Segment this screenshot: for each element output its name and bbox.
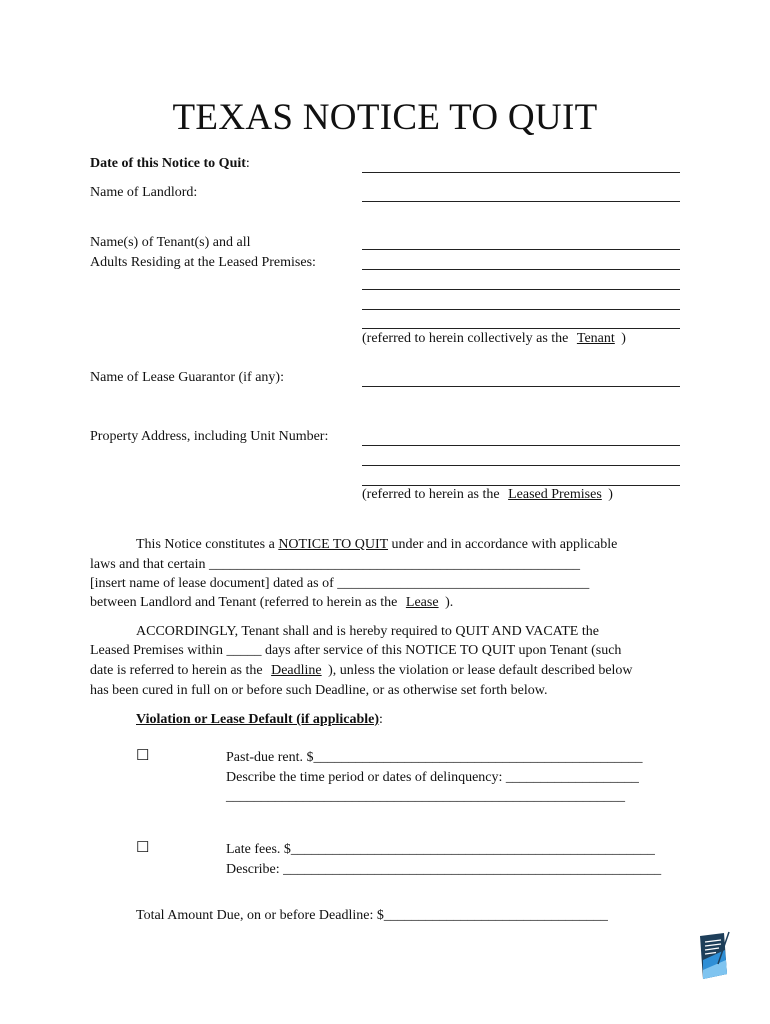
accordingly-paragraph-line2: Leased Premises within _____ days after service of this NOTICE TO QUIT upon Tenant (such xyxy=(90,643,622,658)
date-label-text: Date of this Notice to Quit xyxy=(90,156,246,171)
premises-reference-note xyxy=(362,487,613,503)
past-due-rent-checkbox[interactable]: ☐ xyxy=(136,748,150,764)
notice-paragraph-line4 xyxy=(90,593,453,613)
document-logo-icon xyxy=(694,930,730,982)
landlord-field-line[interactable] xyxy=(362,201,680,202)
tenants-label-line2: Adults Residing at the Leased Premises: xyxy=(90,255,316,270)
tenant-field-line-4[interactable] xyxy=(362,309,680,310)
property-field-line-3[interactable] xyxy=(362,485,680,486)
premises-defined-term: Leased Premises xyxy=(508,487,602,502)
tenant-field-line-1[interactable] xyxy=(362,249,680,250)
violation-heading-text: Violation or Lease Default (if applicable) xyxy=(136,712,380,727)
total-amount-due-line: Total Amount Due, on or before Deadline: $________________________________ xyxy=(136,908,608,923)
date-field-line[interactable] xyxy=(362,172,680,173)
late-fees-description-line: Describe: ______________________________________________________ xyxy=(226,862,662,877)
para1-l1-post: under and in accordance with applicable xyxy=(391,537,618,552)
accordingly-paragraph-line1: ACCORDINGLY, Tenant shall and is hereby required to QUIT AND VACATE the xyxy=(136,624,599,639)
notice-paragraph-line2: laws and that certain _____________________________________________________ xyxy=(90,557,580,572)
tenant-ref-post: ) xyxy=(621,331,626,346)
para2-l3-pre: date is referred to herein as the xyxy=(90,663,263,678)
delinquency-blank-line: _________________________________________________________ xyxy=(226,789,625,804)
notice-paragraph-line3: [insert name of lease document] dated as of ____________________________________ xyxy=(90,576,590,591)
premises-ref-post: ) xyxy=(608,487,613,502)
date-label xyxy=(90,156,250,172)
lease-defined-term: Lease xyxy=(405,595,439,610)
para1-l1-pre: This Notice constitutes a xyxy=(136,537,275,552)
document-title: TEXAS NOTICE TO QUIT xyxy=(172,97,598,138)
delinquency-description-line: Describe the time period or dates of delinquency: ___________________ xyxy=(226,770,639,785)
property-address-label: Property Address, including Unit Number: xyxy=(90,429,329,444)
tenants-label-line1: Name(s) of Tenant(s) and all xyxy=(90,235,251,250)
property-field-line-1[interactable] xyxy=(362,445,680,446)
guarantor-field-line[interactable] xyxy=(362,386,680,387)
tenant-field-line-2[interactable] xyxy=(362,269,680,270)
para2-l3-post: ), unless the violation or lease default described below xyxy=(328,663,633,678)
property-field-line-2[interactable] xyxy=(362,465,680,466)
para1-l4-pre: between Landlord and Tenant (referred to herein as the xyxy=(90,595,398,610)
deadline-defined-term: Deadline xyxy=(271,663,322,678)
landlord-label: Name of Landlord: xyxy=(90,185,198,200)
para1-l4-post: ). xyxy=(445,595,454,610)
tenant-reference-note xyxy=(362,331,626,347)
past-due-rent-line: Past-due rent. $_______________________________________________ xyxy=(226,750,643,765)
notice-paragraph-line1 xyxy=(136,535,617,555)
accordingly-paragraph-line4: has been cured in full on or before such Deadline, or as otherwise set forth below. xyxy=(90,683,548,698)
tenant-ref-pre: (referred to herein collectively as the xyxy=(362,331,569,346)
guarantor-label: Name of Lease Guarantor (if any): xyxy=(90,370,284,385)
premises-ref-pre: (referred to herein as the xyxy=(362,487,500,502)
tenant-defined-term: Tenant xyxy=(576,331,615,346)
late-fees-line: Late fees. $____________________________________________________ xyxy=(226,842,655,857)
violation-heading xyxy=(136,710,383,730)
late-fees-checkbox[interactable]: ☐ xyxy=(136,840,150,856)
date-label-colon: : xyxy=(245,156,250,171)
tenant-field-line-5[interactable] xyxy=(362,328,680,329)
violation-heading-colon: : xyxy=(379,712,383,727)
accordingly-paragraph-line3 xyxy=(90,661,633,681)
tenant-field-line-3[interactable] xyxy=(362,289,680,290)
notice-to-quit-term: NOTICE TO QUIT xyxy=(278,537,388,552)
